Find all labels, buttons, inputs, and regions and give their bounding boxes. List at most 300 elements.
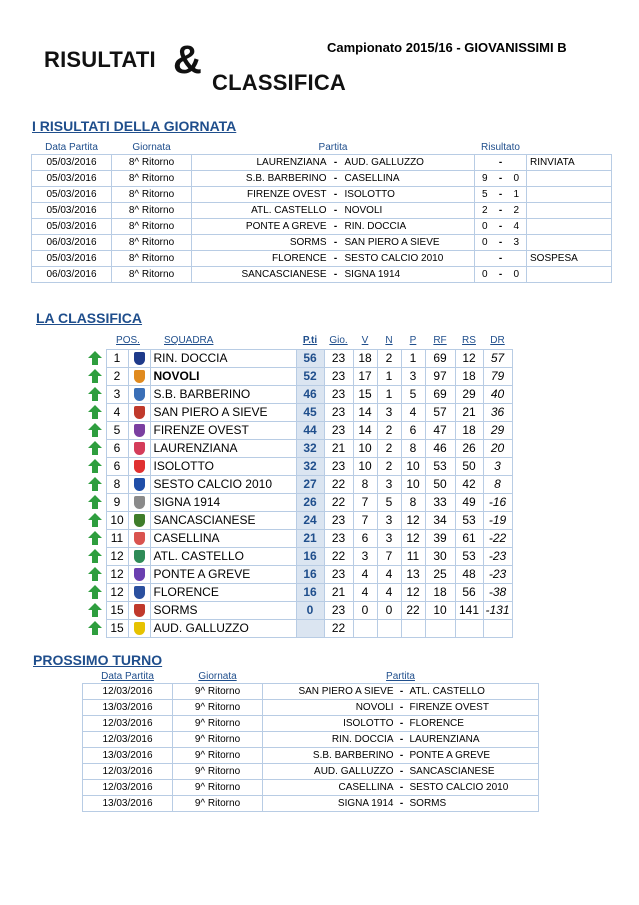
away-team: NOVOLI (342, 202, 475, 218)
score-separator: - (495, 234, 507, 250)
next-row (83, 795, 539, 811)
trend-cell (84, 547, 106, 565)
match-giornata: 9^ Ritorno (173, 795, 263, 811)
match-separator: - (397, 683, 407, 699)
stat-rs: 42 (455, 475, 483, 493)
stat-dr: 79 (483, 367, 512, 385)
home-team: SAN PIERO A SIEVE (263, 683, 397, 699)
away-team: ATL. CASTELLO (407, 683, 539, 699)
position: 15 (106, 619, 128, 637)
stat-gio: 22 (324, 619, 353, 637)
results-section-title: I RISULTATI DELLA GIORNATA (32, 118, 237, 134)
stat-rf (425, 619, 455, 637)
trend-cell (84, 349, 106, 367)
stat-v: 7 (353, 493, 377, 511)
match-separator: - (397, 795, 407, 811)
team-name: ATL. CASTELLO (150, 547, 296, 565)
standings-row (84, 583, 512, 601)
stat-n: 2 (377, 349, 401, 367)
stat-rf: 47 (425, 421, 455, 439)
standings-header-pti: P.ti (302, 335, 318, 347)
trend-cell (84, 511, 106, 529)
trend-cell (84, 403, 106, 421)
stat-v: 7 (353, 511, 377, 529)
match-separator: - (397, 779, 407, 795)
badge-cell (128, 439, 150, 457)
standings-row (84, 367, 512, 385)
away-team: LAURENZIANA (407, 731, 539, 747)
away-score: 2 (507, 202, 527, 218)
position: 15 (106, 601, 128, 619)
stat-rs: 26 (455, 439, 483, 457)
home-score: 2 (475, 202, 495, 218)
standings-row (84, 565, 512, 583)
team-crest-icon (134, 568, 145, 581)
away-score: 1 (507, 186, 527, 202)
points: 0 (296, 601, 324, 619)
away-team: AUD. GALLUZZO (342, 154, 475, 170)
away-score: 0 (507, 266, 527, 282)
badge-cell (128, 547, 150, 565)
home-score (475, 154, 495, 170)
match-separator: - (330, 234, 342, 250)
points: 21 (296, 529, 324, 547)
stat-p: 10 (401, 475, 425, 493)
stat-rs: 56 (455, 583, 483, 601)
match-note (527, 234, 612, 250)
position: 9 (106, 493, 128, 511)
arrow-up-icon (87, 494, 103, 510)
stat-gio: 23 (324, 511, 353, 529)
arrow-up-icon (87, 584, 103, 600)
arrow-up-icon (87, 620, 103, 636)
match-giornata: 9^ Ritorno (173, 763, 263, 779)
badge-cell (128, 385, 150, 403)
standings-row (84, 349, 512, 367)
trend-cell (84, 601, 106, 619)
team-crest-icon (134, 496, 145, 509)
match-note (527, 266, 612, 282)
arrow-up-icon (87, 548, 103, 564)
team-crest-icon (134, 424, 145, 437)
home-team: AUD. GALLUZZO (263, 763, 397, 779)
team-crest-icon (134, 550, 145, 563)
stat-v: 17 (353, 367, 377, 385)
home-team: ATL. CASTELLO (192, 202, 330, 218)
away-score: 3 (507, 234, 527, 250)
stat-p: 8 (401, 493, 425, 511)
home-team: S.B. BARBERINO (192, 170, 330, 186)
title-ampersand: & (173, 38, 202, 82)
next-round-table (82, 670, 539, 812)
results-header-giornata: Giornata (132, 142, 171, 154)
match-giornata: 9^ Ritorno (173, 683, 263, 699)
stat-rs (455, 619, 483, 637)
arrow-up-icon (87, 422, 103, 438)
standings-row (84, 529, 512, 547)
stat-p: 6 (401, 421, 425, 439)
standings-header-gio: Gio. (329, 335, 348, 347)
standings-header-dr: DR (490, 335, 505, 347)
home-team: RIN. DOCCIA (263, 731, 397, 747)
points (296, 619, 324, 637)
badge-cell (128, 403, 150, 421)
badge-cell (128, 421, 150, 439)
match-separator: - (397, 699, 407, 715)
stat-dr: 57 (483, 349, 512, 367)
away-team: SAN PIERO A SIEVE (342, 234, 475, 250)
stat-rf: 25 (425, 565, 455, 583)
points: 16 (296, 547, 324, 565)
stat-dr: -19 (483, 511, 512, 529)
match-giornata: 9^ Ritorno (173, 731, 263, 747)
stat-rf: 53 (425, 457, 455, 475)
points: 16 (296, 583, 324, 601)
stat-p: 3 (401, 367, 425, 385)
standings-header-rf: RF (433, 335, 447, 347)
stat-gio: 23 (324, 421, 353, 439)
team-name: LAURENZIANA (150, 439, 296, 457)
stat-rs: 141 (455, 601, 483, 619)
team-name: FLORENCE (150, 583, 296, 601)
match-separator: - (330, 170, 342, 186)
stat-gio: 23 (324, 385, 353, 403)
stat-v: 10 (353, 457, 377, 475)
stat-v (353, 619, 377, 637)
stat-p: 8 (401, 439, 425, 457)
standings-header-v: V (361, 335, 369, 347)
away-team: RIN. DOCCIA (342, 218, 475, 234)
stat-p: 10 (401, 457, 425, 475)
match-date: 12/03/2016 (83, 763, 173, 779)
results-header-date: Data Partita (45, 142, 98, 154)
position: 6 (106, 439, 128, 457)
match-separator: - (330, 154, 342, 170)
results-row (32, 186, 612, 202)
home-team: PONTE A GREVE (192, 218, 330, 234)
match-note (527, 218, 612, 234)
trend-cell (84, 529, 106, 547)
points: 32 (296, 439, 324, 457)
points: 24 (296, 511, 324, 529)
stat-p: 12 (401, 529, 425, 547)
stat-rf: 69 (425, 385, 455, 403)
arrow-up-icon (87, 476, 103, 492)
stat-v: 0 (353, 601, 377, 619)
standings-row (84, 421, 512, 439)
next-row (83, 731, 539, 747)
arrow-up-icon (87, 458, 103, 474)
stat-p: 11 (401, 547, 425, 565)
stat-rs: 12 (455, 349, 483, 367)
stat-v: 4 (353, 565, 377, 583)
standings-row (84, 511, 512, 529)
arrow-up-icon (87, 404, 103, 420)
arrow-up-icon (87, 566, 103, 582)
stat-gio: 23 (324, 403, 353, 421)
stat-rs: 48 (455, 565, 483, 583)
home-score: 0 (475, 218, 495, 234)
stat-rf: 57 (425, 403, 455, 421)
next-row (83, 779, 539, 795)
next-row (83, 763, 539, 779)
results-row (32, 266, 612, 282)
match-note (527, 170, 612, 186)
position: 5 (106, 421, 128, 439)
team-name: PONTE A GREVE (150, 565, 296, 583)
away-team: ISOLOTTO (342, 186, 475, 202)
stat-gio: 23 (324, 601, 353, 619)
stat-dr: 8 (483, 475, 512, 493)
team-name: NOVOLI (150, 367, 296, 385)
stat-dr: -23 (483, 565, 512, 583)
match-note: RINVIATA (527, 154, 612, 170)
match-date: 12/03/2016 (83, 731, 173, 747)
standings-row (84, 403, 512, 421)
team-crest-icon (134, 604, 145, 617)
title-risultati: RISULTATI (44, 47, 156, 72)
position: 12 (106, 583, 128, 601)
trend-cell (84, 565, 106, 583)
match-date: 13/03/2016 (83, 699, 173, 715)
team-crest-icon (134, 406, 145, 419)
stat-gio: 23 (324, 565, 353, 583)
standings-table (84, 333, 513, 638)
results-row (32, 218, 612, 234)
team-name: FIRENZE OVEST (150, 421, 296, 439)
trend-cell (84, 493, 106, 511)
team-crest-icon (134, 514, 145, 527)
stat-rf: 10 (425, 601, 455, 619)
trend-cell (84, 421, 106, 439)
badge-cell (128, 475, 150, 493)
match-date: 12/03/2016 (83, 715, 173, 731)
results-table (31, 142, 612, 283)
match-separator: - (397, 715, 407, 731)
stat-v: 14 (353, 421, 377, 439)
match-date: 12/03/2016 (83, 779, 173, 795)
match-separator: - (397, 763, 407, 779)
match-giornata: 9^ Ritorno (173, 715, 263, 731)
team-crest-icon (134, 586, 145, 599)
standings-row (84, 619, 512, 637)
match-separator: - (330, 218, 342, 234)
stat-n: 1 (377, 367, 401, 385)
away-score (507, 154, 527, 170)
next-row (83, 715, 539, 731)
standings-row (84, 547, 512, 565)
standings-header-p: P (409, 335, 417, 347)
home-score: 5 (475, 186, 495, 202)
trend-cell (84, 475, 106, 493)
stat-dr: 20 (483, 439, 512, 457)
team-crest-icon (134, 532, 145, 545)
stat-dr: 40 (483, 385, 512, 403)
match-giornata: 8^ Ritorno (112, 218, 192, 234)
position: 6 (106, 457, 128, 475)
match-date: 05/03/2016 (32, 186, 112, 202)
stat-rs: 53 (455, 511, 483, 529)
home-score: 9 (475, 170, 495, 186)
arrow-up-icon (87, 350, 103, 366)
match-giornata: 8^ Ritorno (112, 234, 192, 250)
stat-gio: 21 (324, 583, 353, 601)
stat-rf: 33 (425, 493, 455, 511)
stat-n: 2 (377, 457, 401, 475)
away-score: 4 (507, 218, 527, 234)
stat-v: 14 (353, 403, 377, 421)
match-separator: - (397, 731, 407, 747)
position: 2 (106, 367, 128, 385)
trend-cell (84, 385, 106, 403)
arrow-up-icon (87, 602, 103, 618)
results-header-risultato: Risultato (481, 142, 520, 154)
stat-v: 8 (353, 475, 377, 493)
match-note (527, 202, 612, 218)
stat-p: 22 (401, 601, 425, 619)
score-separator: - (495, 186, 507, 202)
stat-n: 4 (377, 583, 401, 601)
score-separator: - (495, 170, 507, 186)
away-team: CASELLINA (342, 170, 475, 186)
stat-p (401, 619, 425, 637)
match-giornata: 9^ Ritorno (173, 747, 263, 763)
team-name: ISOLOTTO (150, 457, 296, 475)
stat-rs: 50 (455, 457, 483, 475)
match-separator: - (397, 747, 407, 763)
home-team: SIGNA 1914 (263, 795, 397, 811)
stat-dr: -16 (483, 493, 512, 511)
stat-n: 3 (377, 511, 401, 529)
score-separator: - (495, 266, 507, 282)
team-name: SAN PIERO A SIEVE (150, 403, 296, 421)
stat-gio: 22 (324, 547, 353, 565)
points: 16 (296, 565, 324, 583)
away-team: SESTO CALCIO 2010 (407, 779, 539, 795)
stat-rf: 34 (425, 511, 455, 529)
badge-cell (128, 565, 150, 583)
match-date: 13/03/2016 (83, 747, 173, 763)
team-name: AUD. GALLUZZO (150, 619, 296, 637)
away-team: PONTE A GREVE (407, 747, 539, 763)
standings-header-n: N (385, 335, 393, 347)
standings-header-squadra: SQUADRA (164, 335, 214, 347)
position: 12 (106, 565, 128, 583)
points: 32 (296, 457, 324, 475)
match-separator: - (330, 202, 342, 218)
stat-rs: 49 (455, 493, 483, 511)
next-header-giornata: Giornata (198, 670, 237, 682)
points: 27 (296, 475, 324, 493)
team-crest-icon (134, 352, 145, 365)
home-team: NOVOLI (263, 699, 397, 715)
next-round-section-title: PROSSIMO TURNO (33, 652, 163, 668)
team-crest-icon (134, 388, 145, 401)
stat-p: 1 (401, 349, 425, 367)
standings-row (84, 601, 512, 619)
home-score (475, 250, 495, 266)
match-giornata: 8^ Ritorno (112, 250, 192, 266)
stat-v: 10 (353, 439, 377, 457)
stat-v: 3 (353, 547, 377, 565)
team-crest-icon (134, 370, 145, 383)
arrow-up-icon (87, 530, 103, 546)
position: 1 (106, 349, 128, 367)
match-giornata: 8^ Ritorno (112, 186, 192, 202)
team-crest-icon (134, 460, 145, 473)
score-separator: - (495, 218, 507, 234)
stat-dr: -38 (483, 583, 512, 601)
badge-cell (128, 601, 150, 619)
results-row (32, 154, 612, 170)
match-date: 05/03/2016 (32, 170, 112, 186)
team-crest-icon (134, 622, 145, 635)
home-team: SORMS (192, 234, 330, 250)
team-name: RIN. DOCCIA (150, 349, 296, 367)
arrow-up-icon (87, 440, 103, 456)
team-name: SESTO CALCIO 2010 (150, 475, 296, 493)
stat-v: 18 (353, 349, 377, 367)
stat-gio: 22 (324, 493, 353, 511)
match-giornata: 9^ Ritorno (173, 779, 263, 795)
away-team: FLORENCE (407, 715, 539, 731)
score-separator: - (495, 154, 507, 170)
team-name: SANCASCIANESE (150, 511, 296, 529)
results-row (32, 202, 612, 218)
home-team: LAURENZIANA (192, 154, 330, 170)
trend-cell (84, 367, 106, 385)
standings-row (84, 385, 512, 403)
team-name: SORMS (150, 601, 296, 619)
results-row (32, 234, 612, 250)
results-header-partita: Partita (318, 142, 348, 154)
stat-dr (483, 619, 512, 637)
badge-cell (128, 493, 150, 511)
position: 4 (106, 403, 128, 421)
trend-cell (84, 619, 106, 637)
trend-cell (84, 457, 106, 475)
results-row (32, 170, 612, 186)
home-team: S.B. BARBERINO (263, 747, 397, 763)
stat-p: 13 (401, 565, 425, 583)
match-date: 06/03/2016 (32, 234, 112, 250)
match-date: 06/03/2016 (32, 266, 112, 282)
home-team: CASELLINA (263, 779, 397, 795)
trend-cell (84, 583, 106, 601)
next-row (83, 699, 539, 715)
stat-rs: 53 (455, 547, 483, 565)
match-date: 05/03/2016 (32, 218, 112, 234)
home-team: ISOLOTTO (263, 715, 397, 731)
stat-gio: 21 (324, 439, 353, 457)
team-name: S.B. BARBERINO (150, 385, 296, 403)
match-giornata: 8^ Ritorno (112, 170, 192, 186)
badge-cell (128, 529, 150, 547)
stat-dr: -131 (483, 601, 512, 619)
team-name: CASELLINA (150, 529, 296, 547)
arrow-up-icon (87, 386, 103, 402)
stat-v: 4 (353, 583, 377, 601)
standings-header-rs: RS (462, 335, 476, 347)
match-giornata: 9^ Ritorno (173, 699, 263, 715)
stat-n: 3 (377, 403, 401, 421)
stat-n: 2 (377, 421, 401, 439)
away-team: SORMS (407, 795, 539, 811)
stat-gio: 23 (324, 457, 353, 475)
stat-v: 15 (353, 385, 377, 403)
stat-p: 12 (401, 583, 425, 601)
position: 3 (106, 385, 128, 403)
